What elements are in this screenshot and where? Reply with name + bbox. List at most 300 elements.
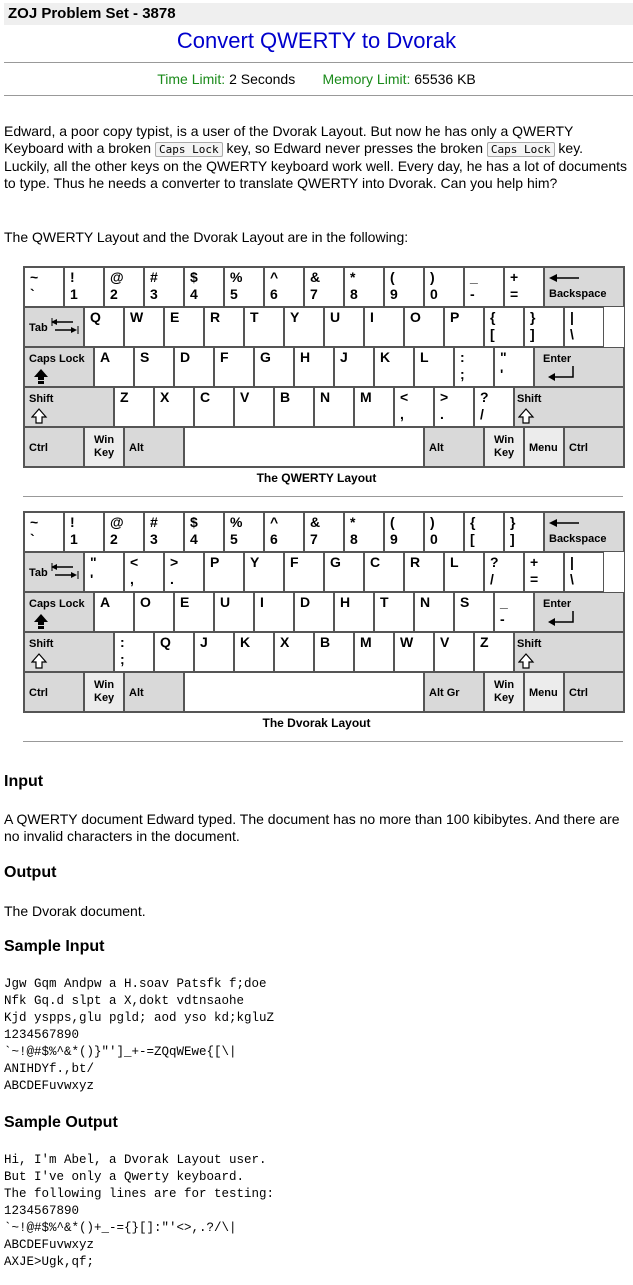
keyboard-key [114,387,154,427]
key-label: Win Key [94,434,115,459]
keyboard-key [364,552,404,592]
key-label: Enter [543,353,572,365]
key-top-char: ~ [30,514,39,530]
key-top-char: @ [110,269,124,285]
keyboard-key [324,307,364,347]
code-line: ABCDEFuvwxyz [4,1079,95,1093]
space-key [184,672,424,712]
left-alt-key [124,672,184,712]
keyboard-key [494,347,534,387]
keyboard-key [354,387,394,427]
key-top-char: : [120,634,125,650]
keyboard-key [564,552,604,592]
shift-arrow-icon [31,408,49,424]
backspace-arrow-icon [549,270,579,286]
key-top-char: Z [480,634,489,650]
key-bottom-char: / [490,571,494,587]
keyboard-key [244,307,284,347]
keyboard-key [494,592,534,632]
key-top-char: J [200,634,208,650]
keyboard-key [504,512,544,552]
key-top-char: " [90,554,97,570]
key-bottom-char: ` [30,531,35,547]
key-bottom-char: = [510,286,519,302]
keyboard-key [324,552,364,592]
key-top-char: > [440,389,449,405]
key-top-char: C [200,389,211,405]
code-line: `~!@#$%^&*()+_-={}[]:"'<>,.?/\| [4,1221,237,1235]
key-label: Alt [129,442,144,454]
caps-lock-arrow-icon [33,613,51,629]
key-top-char: @ [110,514,124,530]
time-limit-value: 2 Seconds [229,71,296,87]
keyboard-key [94,347,134,387]
right-shift-key [514,632,624,672]
key-label: Ctrl [569,442,588,454]
keyboard-key [404,307,444,347]
left-shift-key [24,387,114,427]
keyboard-key [164,552,204,592]
keyboard-key [374,347,414,387]
keyboard-key [444,307,484,347]
key-top-char: + [530,554,539,570]
key-top-char: V [240,389,250,405]
right-win-key [484,427,524,467]
key-top-char: _ [500,594,508,610]
code-line: AXJE>Ugk,qf; [4,1255,95,1269]
shift-arrow-icon [31,653,49,669]
key-bottom-char: ' [90,571,94,587]
keyboard-key [424,267,464,307]
enter-arrow-icon [547,611,577,627]
keyboard-key [474,632,514,672]
sample-input-heading: Sample Input [4,938,105,955]
keyboard-key [414,592,454,632]
sample-output-code [4,1152,274,1271]
code-line: ABCDEFuvwxyz [4,1238,95,1252]
key-top-char: & [310,514,321,530]
key-bottom-char: 9 [390,286,398,302]
key-label: Shift [517,393,542,405]
caps-lock-key [24,347,94,387]
keyboard-key [64,267,104,307]
keyboard-key [244,552,284,592]
keyboard-key [294,592,334,632]
key-top-char: K [380,349,391,365]
code-line: ANIHDYf.,bt/ [4,1062,95,1076]
keyboard-key [184,512,224,552]
divider [23,741,623,742]
keyboard-key [314,632,354,672]
key-label: Tab [29,322,48,334]
key-top-char: ~ [30,269,39,285]
keyboard-key [284,552,324,592]
page-title: Convert QWERTY to Dvorak [176,28,457,53]
keyboard-key [264,267,304,307]
tab-key [24,307,84,347]
key-top-char: % [230,269,243,285]
key-top-char: < [400,389,409,405]
keyboard-key [334,592,374,632]
key-bottom-char: ' [500,366,504,382]
key-top-char: ( [390,514,395,530]
keyboard-key [454,592,494,632]
key-top-char: N [420,594,431,610]
keyboard-caption: The Dvorak Layout [262,716,371,730]
keyboard-key [104,267,144,307]
key-bottom-char: 6 [270,286,278,302]
caps-lock-key [24,592,94,632]
keyboard-key [224,512,264,552]
keyboard-key [64,512,104,552]
key-bottom-char: 1 [70,286,78,302]
key-top-char: W [130,309,144,325]
dvorak-keyboard [23,511,625,713]
keyboard-key [284,307,324,347]
keyboard-key [314,387,354,427]
key-bottom-char: = [530,571,539,587]
key-label: Caps Lock [29,353,85,365]
key-label: Ctrl [569,687,588,699]
keyboard-key [194,387,234,427]
key-bottom-char: 0 [430,531,438,547]
key-label: Backspace [549,533,607,545]
key-top-char: G [330,554,341,570]
key-top-char: } [510,514,516,530]
key-top-char: * [350,269,356,285]
key-top-char: Q [90,309,101,325]
backspace-key [544,512,624,552]
keyboard-key [204,307,244,347]
key-label: Shift [29,638,54,650]
key-top-char: H [300,349,311,365]
key-top-char: A [100,349,111,365]
key-top-char: T [380,594,389,610]
description-text: Edward, a poor copy typist, is a user of the Dvorak Layout. But now he has only a QWERTY Keyboard with a broken [4,123,574,156]
keyboard-key [124,552,164,592]
key-bottom-char: 6 [270,531,278,547]
key-top-char: ! [70,269,75,285]
key-top-char: S [140,349,150,365]
key-top-char: D [180,349,191,365]
keyboard-key [224,267,264,307]
keyboard-key [484,552,524,592]
key-top-char: + [510,269,519,285]
key-top-char: N [320,389,331,405]
keyboard-key [304,512,344,552]
keyboard-key [374,592,414,632]
key-top-char: * [350,514,356,530]
time-limit-label: Time Limit: [157,71,226,87]
divider [4,62,633,63]
key-bottom-char: , [130,571,134,587]
key-top-char: ! [70,514,75,530]
right-ctrl-key [564,672,624,712]
key-top-char: I [370,309,374,325]
key-top-char: ( [390,269,395,285]
keyboard-key [94,592,134,632]
key-top-char: ? [490,554,499,570]
keyboard-key [114,632,154,672]
key-top-char: X [160,389,170,405]
key-top-char: Y [250,554,260,570]
sample-output-heading: Sample Output [4,1114,118,1131]
key-label: Backspace [549,288,607,300]
key-label: Alt Gr [429,687,460,699]
keyboard-key [134,347,174,387]
keyboard-key [104,512,144,552]
key-top-char: B [280,389,291,405]
key-label: Alt [129,687,144,699]
keyboard-key [294,347,334,387]
key-top-char: { [470,514,476,530]
key-top-char: > [170,554,179,570]
keyboard-key [234,632,274,672]
key-top-char: " [500,349,507,365]
key-bottom-char: 3 [150,286,158,302]
keyboard-key [504,267,544,307]
key-top-char: Y [290,309,300,325]
keyboard-key [364,307,404,347]
keyboard-key [214,347,254,387]
key-top-char: G [260,349,271,365]
keyboard-key [454,347,494,387]
key-bottom-char: \ [570,571,574,587]
output-text: The Dvorak document. [4,903,146,919]
keyboard-key [254,592,294,632]
key-label: Win Key [494,434,515,459]
key-top-char: O [140,594,151,610]
problem-set-bar: ZOJ Problem Set - 3878 [4,3,633,25]
key-bottom-char: 8 [350,531,358,547]
key-top-char: : [460,349,465,365]
keyboard-key [274,632,314,672]
code-line: But I've only a Qwerty keyboard. [4,1170,245,1184]
key-top-char: _ [470,269,478,285]
keyboard-key [434,632,474,672]
keyboard-key [154,632,194,672]
left-win-key [84,672,124,712]
keyboard-key [334,347,374,387]
key-top-char: U [220,594,231,610]
key-top-char: F [220,349,229,365]
key-top-char: K [240,634,251,650]
key-bottom-char: ] [530,326,535,342]
key-label: Shift [517,638,542,650]
key-top-char: | [570,309,574,325]
key-top-char: I [260,594,264,610]
key-top-char: ^ [270,514,279,530]
keyboard-key [384,267,424,307]
key-bottom-char: . [170,571,174,587]
keyboard-key [164,307,204,347]
keyboard-key [404,552,444,592]
keyboard-key [254,347,294,387]
key-top-char: O [410,309,421,325]
keyboard-key [344,512,384,552]
keyboard-key [174,592,214,632]
key-top-char: E [180,594,190,610]
description-text: key, so Edward never presses the broken [222,140,487,156]
key-top-char: | [570,554,574,570]
key-bottom-char: 2 [110,531,118,547]
key-top-char: U [330,309,341,325]
keyboard-key [264,512,304,552]
key-bottom-char: 3 [150,531,158,547]
output-heading: Output [4,864,57,881]
key-top-char: # [150,514,158,530]
key-bottom-char: 7 [310,531,318,547]
key-label: Ctrl [29,687,48,699]
key-label: Menu [529,687,558,699]
right-win-key [484,672,524,712]
key-top-char: % [230,514,243,530]
sample-input-code [4,976,274,1095]
key-bottom-char: \ [570,326,574,342]
key-bottom-char: [ [490,326,495,342]
key-bottom-char: ` [30,286,35,302]
code-line: 1234567890 [4,1204,80,1218]
keyboard-key [464,267,504,307]
keyboard-key [274,387,314,427]
key-top-char: B [320,634,331,650]
keyboard-key [434,387,474,427]
left-ctrl-key [24,672,84,712]
key-bottom-char: 5 [230,286,238,302]
keyboard-key [124,307,164,347]
key-bottom-char: ; [120,651,125,667]
key-bottom-char: 5 [230,531,238,547]
shift-arrow-icon [518,653,536,669]
key-top-char: J [340,349,348,365]
key-label: Win Key [94,679,115,704]
key-top-char: S [460,594,470,610]
key-label: Caps Lock [29,598,85,610]
code-line: Kjd yspps,glu pgld; aod yso kd;kgluZ [4,1011,275,1025]
code-line: Hi, I'm Abel, a Dvorak Layout user. [4,1153,267,1167]
code-line: `~!@#$%^&*()}"']_+-=ZQqWEwe{[\| [4,1045,237,1059]
key-top-char: M [360,389,372,405]
left-shift-key [24,632,114,672]
key-bottom-char: 4 [190,531,198,547]
keyboard-key [134,592,174,632]
key-top-char: P [450,309,460,325]
keyboard-key [84,552,124,592]
key-top-char: ? [480,389,489,405]
memory-limit-label: Memory Limit: [322,71,411,87]
enter-arrow-icon [547,366,577,382]
key-top-char: ) [430,514,435,530]
keyboard-key [444,552,484,592]
keyboard-key [424,512,464,552]
key-top-char: E [170,309,180,325]
key-bottom-char: 1 [70,531,78,547]
keyboard-key [84,307,124,347]
left-ctrl-key [24,427,84,467]
key-top-char: $ [190,269,198,285]
key-top-char: L [450,554,459,570]
menu-key [524,672,564,712]
key-top-char: A [100,594,111,610]
key-top-char: H [340,594,351,610]
divider [4,95,633,96]
keyboard-key [174,347,214,387]
key-top-char: & [310,269,321,285]
key-bottom-char: [ [470,531,475,547]
key-bottom-char: 2 [110,286,118,302]
right-alt-key [424,427,484,467]
backspace-arrow-icon [549,515,579,531]
code-line: The following lines are for testing: [4,1187,275,1201]
key-bottom-char: . [440,406,444,422]
menu-key [524,427,564,467]
keyboard-key [144,512,184,552]
key-bottom-char: 9 [390,531,398,547]
keyboard-key [394,632,434,672]
key-top-char: ) [430,269,435,285]
key-label: Tab [29,567,48,579]
memory-limit-value: 65536 KB [414,71,476,87]
keyboard-key [344,267,384,307]
key-top-char: Z [120,389,129,405]
code-line: 1234567890 [4,1028,80,1042]
key-top-char: $ [190,514,198,530]
enter-key [534,592,624,632]
right-shift-key [514,387,624,427]
keyboard-key [564,307,604,347]
key-top-char: L [420,349,429,365]
caps-lock-code: Caps Lock [487,142,555,157]
key-bottom-char: ] [510,531,515,547]
keyboard-key [524,307,564,347]
keyboard-key [214,592,254,632]
key-bottom-char: - [470,286,475,302]
keyboard-key [144,267,184,307]
limits-line [0,71,633,87]
qwerty-keyboard [23,266,625,468]
layouts-intro: The QWERTY Layout and the Dvorak Layout are in the following: [4,229,409,245]
tab-arrows-icon [51,563,81,579]
key-top-char: C [370,554,381,570]
keyboard-key [354,632,394,672]
divider [23,496,623,497]
key-top-char: ^ [270,269,279,285]
keyboard-key [524,552,564,592]
key-top-char: R [410,554,421,570]
key-label: Menu [529,442,558,454]
key-top-char: T [250,309,259,325]
shift-arrow-icon [518,408,536,424]
key-label: Enter [543,598,572,610]
keyboard-key [194,632,234,672]
code-line: Nfk Gq.d slpt a X,dokt vdtnsaohe [4,994,245,1008]
key-top-char: F [290,554,299,570]
key-top-char: P [210,554,220,570]
keyboard-key [24,512,64,552]
keyboard-key [474,387,514,427]
keyboard-key [384,512,424,552]
key-label: Ctrl [29,442,48,454]
tab-key [24,552,84,592]
keyboard-caption: The QWERTY Layout [256,471,377,485]
left-alt-key [124,427,184,467]
key-bottom-char: 4 [190,286,198,302]
key-top-char: D [300,594,311,610]
key-bottom-char: / [480,406,484,422]
keyboard-key [234,387,274,427]
keyboard-key [204,552,244,592]
caps-lock-arrow-icon [33,368,51,384]
